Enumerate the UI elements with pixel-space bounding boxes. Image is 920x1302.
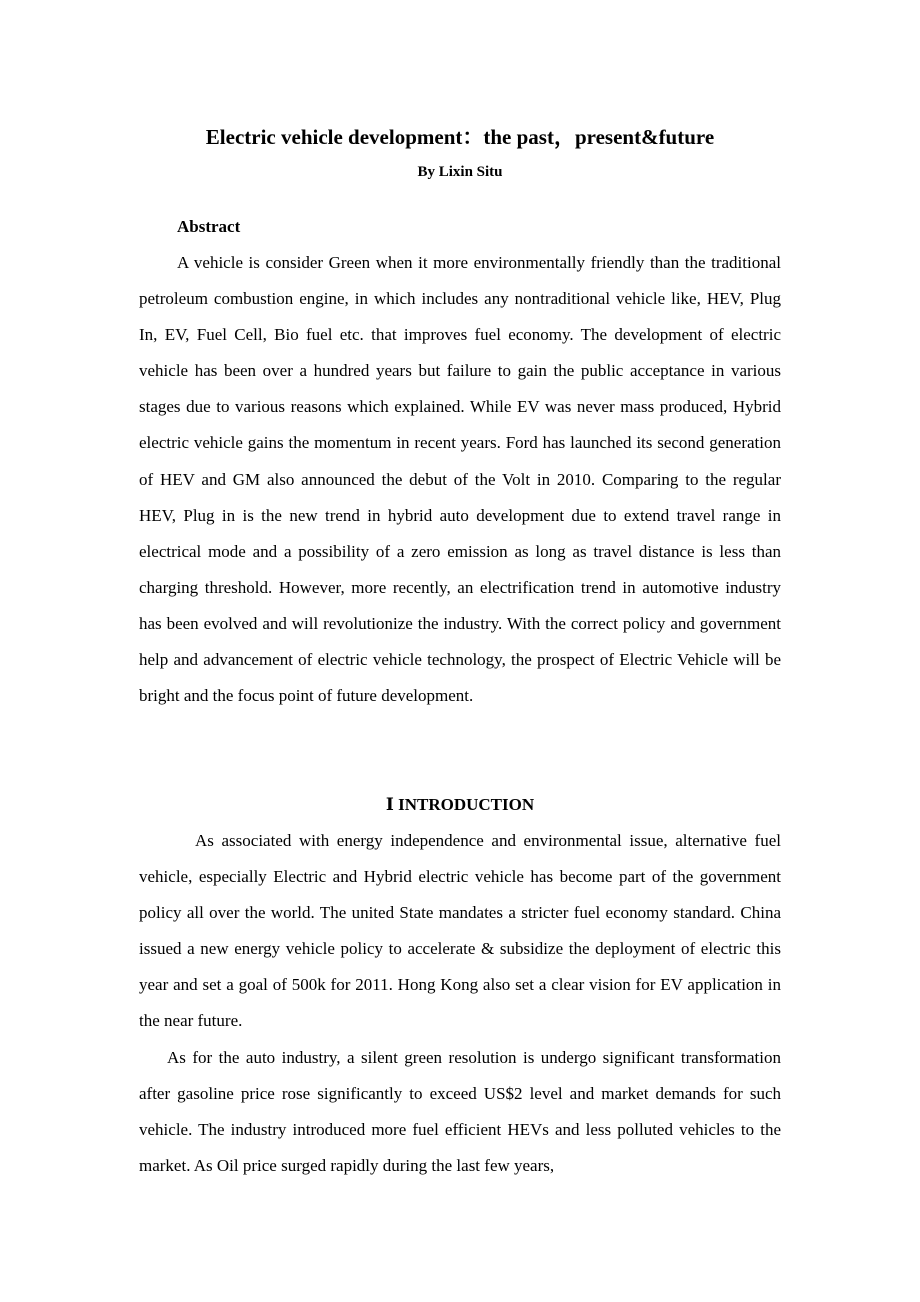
introduction-heading: Ⅰ INTRODUCTION [385, 795, 535, 814]
author-byline [0, 162, 920, 182]
abstract-body: A vehicle is consider Green when it more environmentally friendly than the traditional petroleum combustion engine, in which includes any nontraditional vehicle like, HEV, Plug In, EV, Fuel Cell, Bio fuel etc. that improves fuel economy. The development of electric vehicle has been over a hundred years but failure to gain the public acceptance in various stages due to various reasons which explained. While EV was never mass produced, Hybrid electric vehicle gains the momentum in recent years. Ford has launched its second generation of HEV and GM also announced the debut of the Volt in 2010. Comparing to the regular HEV, Plug in is the new trend in hybrid auto development due to extend travel range in electrical mode and a possibility of a zero emission as long as travel distance is less than charging threshold. However, more recently, an electrification trend in automotive industry has been evolved and will revolutionize the industry. With the correct policy and government help and advancement of electric vehicle technology, the prospect of Electric Vehicle will be bright and the focus point of future development. [139, 253, 781, 706]
introduction-paragraph-2: As for the auto industry, a silent green resolution is undergo significant transformation after gasoline price rose significantly to exceed US$2 level and market demands for such vehicle. The industry introduced more fuel efficient HEVs and less polluted vehicles to the market. As Oil price surged rapidly during the last few years, [139, 1048, 781, 1176]
introduction-paragraph-1: As associated with energy independence and environmental issue, alternative fuel vehicle, especially Electric and Hybrid electric vehicle has become part of the government policy all over the world. The united State mandates a stricter fuel economy standard. China issued a new energy vehicle policy to accelerate & subsidize the deployment of electric this year and set a goal of 500k for 2011. Hong Kong also set a clear vision for EV application in the near future. [139, 831, 781, 1031]
author-name: By Lixin Situ [417, 164, 503, 180]
abstract-heading: Abstract [177, 217, 241, 236]
document-title: Electric vehicle development：the past，present&future [205, 125, 715, 149]
